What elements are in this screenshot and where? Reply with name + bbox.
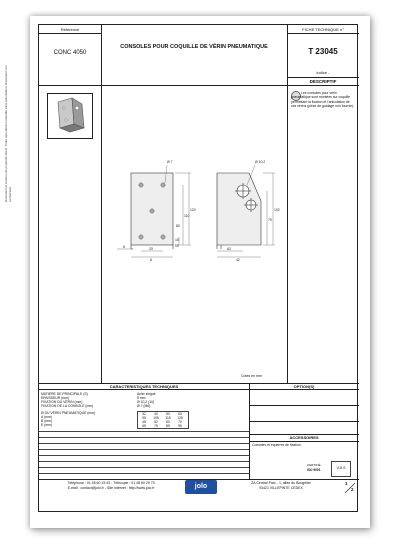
dim-63: 63 [227, 247, 231, 251]
carac-label-1: EPAISSEUR (mm) [41, 396, 70, 400]
dim-79: 79 [268, 218, 272, 222]
carac-label-3: FIXATION DE LA CONSOLE (mm) [41, 404, 94, 408]
dim-phi102: Ø 10,2 [255, 160, 266, 164]
footer-address-1: ZA Central Parc - 1, allée du Bougélier [251, 481, 311, 485]
grid-cell: 105 [153, 416, 159, 420]
cotes-note: Cotes en mm [241, 374, 262, 378]
grid-cell: 65 [142, 424, 146, 428]
grid-cell: 60 [166, 420, 170, 424]
grid-cell: 32 [142, 412, 146, 416]
sheet-index: indice - [316, 70, 330, 75]
carac-label-0: MATIERE DE PRINCIPALE (S) [41, 392, 88, 396]
grid-cell: 85 [166, 424, 170, 428]
carac-value-1: 5 mm [137, 396, 146, 400]
footer-phone: Téléphone : 01 48 60 15 93 - Télécopie : 01 48 60 29 70 [67, 481, 155, 485]
descriptif-label: DESCRIPTIF [309, 79, 337, 84]
reference-value: CONC 4050 [53, 50, 87, 56]
carac-value-2: Ø 10,2 (10) [137, 400, 155, 404]
iso-certifie: CERTIFIÉ [307, 463, 321, 467]
dim-33: 33 [149, 247, 153, 251]
grid-cell: 75 [154, 424, 158, 428]
dimension-grid [137, 411, 189, 429]
descriptif-text: Les consoles pour vérin pneumatique sont montées sur coquille permettant la fixation et l'articulation de ces vérins (pièce de guidage non fournie). [291, 91, 355, 109]
page-indicator [344, 481, 356, 493]
grid-cell: 95 [142, 416, 146, 420]
grid-cell: 63 [178, 412, 182, 416]
grid-cell: 95 [178, 424, 182, 428]
dim-10: 10 [175, 244, 179, 248]
page-number: 1 [345, 481, 348, 486]
page-total: 2 [351, 487, 354, 492]
sheet-number: T 23045 [308, 47, 338, 56]
footer-email: E-mail : contact@jolo.fr - Site Internet : http://www.jolo.fr [67, 486, 155, 490]
dim-15: 15 [175, 238, 179, 242]
document-sheet [4, 16, 370, 528]
product-photo [47, 93, 93, 139]
carac-label-2: FIXATION DU VÉRIN (mm) [41, 400, 83, 404]
grid-cell: 52 [154, 420, 158, 424]
vds-box [331, 461, 351, 477]
grid-label-2: B (mm) [41, 419, 53, 423]
grid-cell: 50 [166, 412, 170, 416]
dim-110: 110 [184, 214, 190, 218]
page-frame [38, 24, 358, 512]
iso-9001: ISO 9001 [307, 468, 321, 472]
technical-drawing [109, 153, 285, 278]
grid-cell: 45 [142, 420, 146, 424]
dim-a: A [150, 258, 153, 262]
caracteristiques-title: CARACTERISTIQUES TECHNIQUES [109, 384, 179, 389]
dim-phi7: Ø 7 [167, 160, 173, 164]
carac-value-0: Acier zingué [137, 392, 156, 396]
grid-label-0: Ø DU VÉRIN PNEUMATIQUE (mm) [41, 411, 96, 415]
grid-cell: 70 [178, 420, 182, 424]
grid-cell: 125 [177, 416, 183, 420]
dim-8: 8 [123, 245, 125, 249]
grid-label-1: A (mm) [41, 415, 52, 419]
grid-cell: 40 [154, 412, 158, 416]
dim-120: 120 [190, 208, 196, 212]
carac-value-3: Ø 7 (M6) [137, 404, 151, 408]
sheet-label: FICHE TECHNIQUE n° [302, 27, 344, 32]
document-title: CONSOLES POUR COQUILLE DE VÉRIN PNEUMATIQUE [120, 44, 268, 50]
grid-label-3: E (mm) [41, 423, 53, 427]
accessoires-text: Consoles et équerres de fixation. [252, 443, 302, 447]
footer-address-2: 93421 VILLEPINTE CEDEX [259, 486, 303, 490]
accessoires-title: ACCESSOIRES [289, 435, 319, 440]
grid-cell: 115 [165, 416, 171, 420]
dim-102: 102 [274, 208, 280, 212]
reference-label: Référence [60, 27, 80, 32]
vds-text: V.D.S [336, 466, 346, 470]
dim-42: 42 [236, 258, 240, 262]
dim-80: 80 [176, 224, 180, 228]
side-legal-text: Document et contenu de propriété JOLO. Toute reproduction interdite sans autorisation. Document non contractuel. [4, 65, 12, 202]
options-title: OPTION(S) [293, 384, 315, 389]
jolo-logo: jolo [185, 480, 217, 494]
